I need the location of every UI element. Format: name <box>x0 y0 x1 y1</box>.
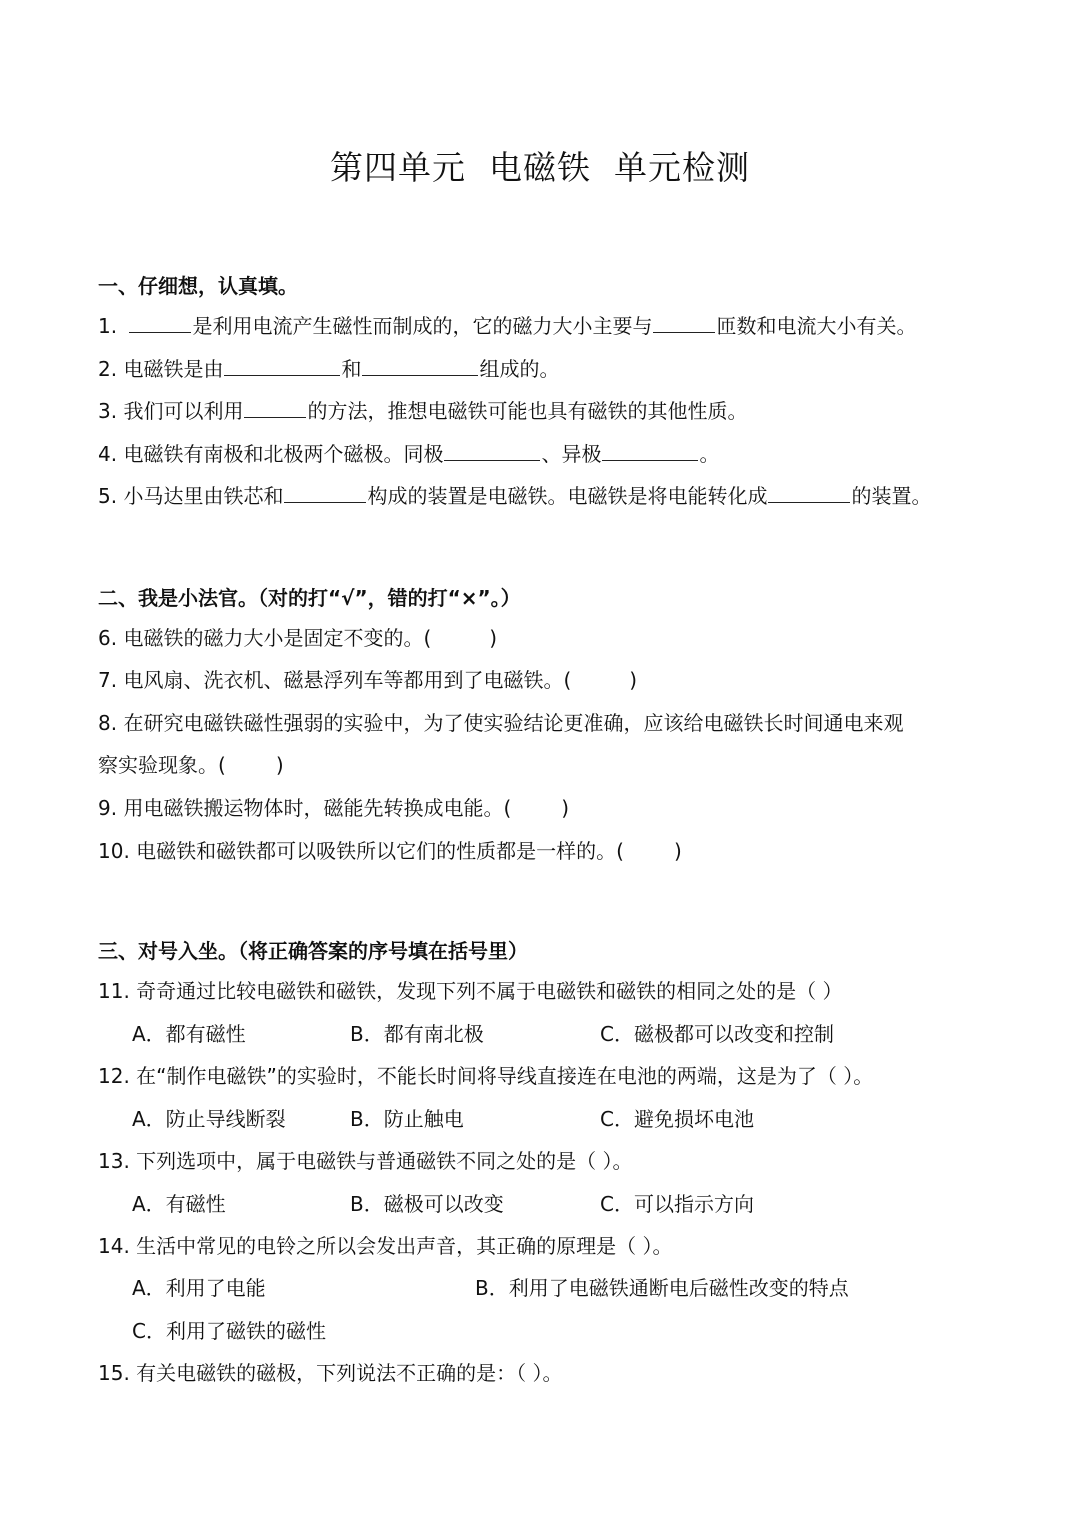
question-11 <box>98 977 843 1005</box>
question-text: 小马达里由铁芯和 <box>123 484 284 508</box>
question-number: 10. <box>98 839 130 863</box>
answer-blank[interactable] <box>653 312 715 333</box>
question-10 <box>98 837 682 865</box>
question-text: 构成的装置是电磁铁。电磁铁是将电能转化成 <box>367 484 768 508</box>
option-b[interactable]: B．磁极可以改变 <box>350 1192 504 1216</box>
question-text: 和 <box>341 357 362 381</box>
question-text: 、异极 <box>541 442 602 466</box>
question-text: 在研究电磁铁磁性强弱的实验中，为了使实验结论更准确，应该给电磁铁长时间通电来观 <box>123 711 904 735</box>
section-1-heading: 一、仔细想，认真填。 <box>98 274 298 298</box>
answer-blank[interactable] <box>244 397 306 418</box>
question-number: 2. <box>98 357 118 381</box>
answer-blank[interactable] <box>284 482 366 503</box>
question-8 <box>98 709 903 737</box>
question-14 <box>98 1232 673 1260</box>
question-2 <box>98 355 559 383</box>
question-8-continued <box>98 751 284 779</box>
option-c[interactable]: C．磁极都可以改变和控制 <box>600 1022 834 1046</box>
question-text: 察实验现象。( <box>98 753 226 777</box>
question-number: 6. <box>98 626 118 650</box>
section-2-heading: 二、我是小法官。（对的打“√”，错的打“×”。） <box>98 586 521 610</box>
option-a[interactable]: A．防止导线断裂 <box>132 1107 286 1131</box>
answer-blank[interactable] <box>129 312 191 333</box>
option-c[interactable]: C．可以指示方向 <box>600 1192 754 1216</box>
option-b[interactable]: B．防止触电 <box>350 1107 464 1131</box>
answer-blank[interactable] <box>602 440 698 461</box>
question-number: 12. <box>98 1064 130 1088</box>
question-number: 3. <box>98 399 118 423</box>
question-text: 电磁铁的磁力大小是固定不变的。( <box>123 626 432 650</box>
question-text: 奇奇通过比较电磁铁和磁铁，发现下列不属于电磁铁和磁铁的相同之处的是（ ） <box>136 979 843 1003</box>
option-a[interactable]: A．有磁性 <box>132 1192 226 1216</box>
question-15 <box>98 1359 563 1387</box>
question-text: 电磁铁是由 <box>123 357 224 381</box>
answer-blank[interactable] <box>768 482 850 503</box>
question-text: 电风扇、洗衣机、磁悬浮列车等都用到了电磁铁。( <box>123 668 572 692</box>
question-1 <box>98 312 916 340</box>
question-number: 8. <box>98 711 118 735</box>
close-paren: ) <box>275 753 284 777</box>
question-4 <box>98 440 719 468</box>
question-13 <box>98 1147 633 1175</box>
close-paren: ) <box>561 796 570 820</box>
question-text: 的装置。 <box>851 484 932 508</box>
section-3-heading: 三、对号入坐。（将正确答案的序号填在括号里） <box>98 939 528 963</box>
question-text: 用电磁铁搬运物体时，磁能先转换成电能。( <box>123 796 512 820</box>
question-7 <box>98 666 637 694</box>
question-number: 9. <box>98 796 118 820</box>
question-number: 13. <box>98 1149 130 1173</box>
question-number: 7. <box>98 668 118 692</box>
option-a[interactable]: A．利用了电能 <box>132 1276 266 1300</box>
question-text: 我们可以利用 <box>123 399 244 423</box>
close-paren: ) <box>629 668 638 692</box>
question-number: 15. <box>98 1361 130 1385</box>
option-b[interactable]: B．都有南北极 <box>350 1022 484 1046</box>
question-text: 。 <box>699 442 720 466</box>
question-text: 生活中常见的电铃之所以会发出声音，其正确的原理是（ ）。 <box>136 1234 673 1258</box>
question-text: 电磁铁有南极和北极两个磁极。同极 <box>123 442 444 466</box>
question-6 <box>98 624 497 652</box>
question-9 <box>98 794 569 822</box>
question-5 <box>98 482 931 510</box>
question-number: 1. <box>98 314 118 338</box>
question-text: 匝数和电流大小有关。 <box>716 314 917 338</box>
question-text: 组成的。 <box>479 357 560 381</box>
option-b[interactable]: B．利用了电磁铁通断电后磁性改变的特点 <box>475 1276 849 1300</box>
question-text: 是利用电流产生磁性而制成的，它的磁力大小主要与 <box>192 314 653 338</box>
question-text: 的方法，推想电磁铁可能也具有磁铁的其他性质。 <box>307 399 748 423</box>
question-12 <box>98 1062 873 1090</box>
answer-blank[interactable] <box>224 355 340 376</box>
question-text: 下列选项中，属于电磁铁与普通磁铁不同之处的是（ ）。 <box>136 1149 633 1173</box>
page-title: 第四单元 电磁铁 单元检测 <box>330 148 750 187</box>
question-number: 11. <box>98 979 130 1003</box>
option-c[interactable]: C．避免损坏电池 <box>600 1107 754 1131</box>
question-number: 5. <box>98 484 118 508</box>
question-text: 有关电磁铁的磁极，下列说法不正确的是：（ ）。 <box>136 1361 563 1385</box>
option-a[interactable]: A．都有磁性 <box>132 1022 246 1046</box>
question-3 <box>98 397 747 425</box>
question-text: 在“制作电磁铁”的实验时，不能长时间将导线直接连在电池的两端，这是为了（ ）。 <box>136 1064 874 1088</box>
question-number: 14. <box>98 1234 130 1258</box>
option-c[interactable]: C．利用了磁铁的磁性 <box>132 1319 326 1343</box>
answer-blank[interactable] <box>444 440 540 461</box>
question-number: 4. <box>98 442 118 466</box>
answer-blank[interactable] <box>362 355 478 376</box>
close-paren: ) <box>673 839 682 863</box>
close-paren: ) <box>489 626 498 650</box>
question-text: 电磁铁和磁铁都可以吸铁所以它们的性质都是一样的。( <box>136 839 624 863</box>
